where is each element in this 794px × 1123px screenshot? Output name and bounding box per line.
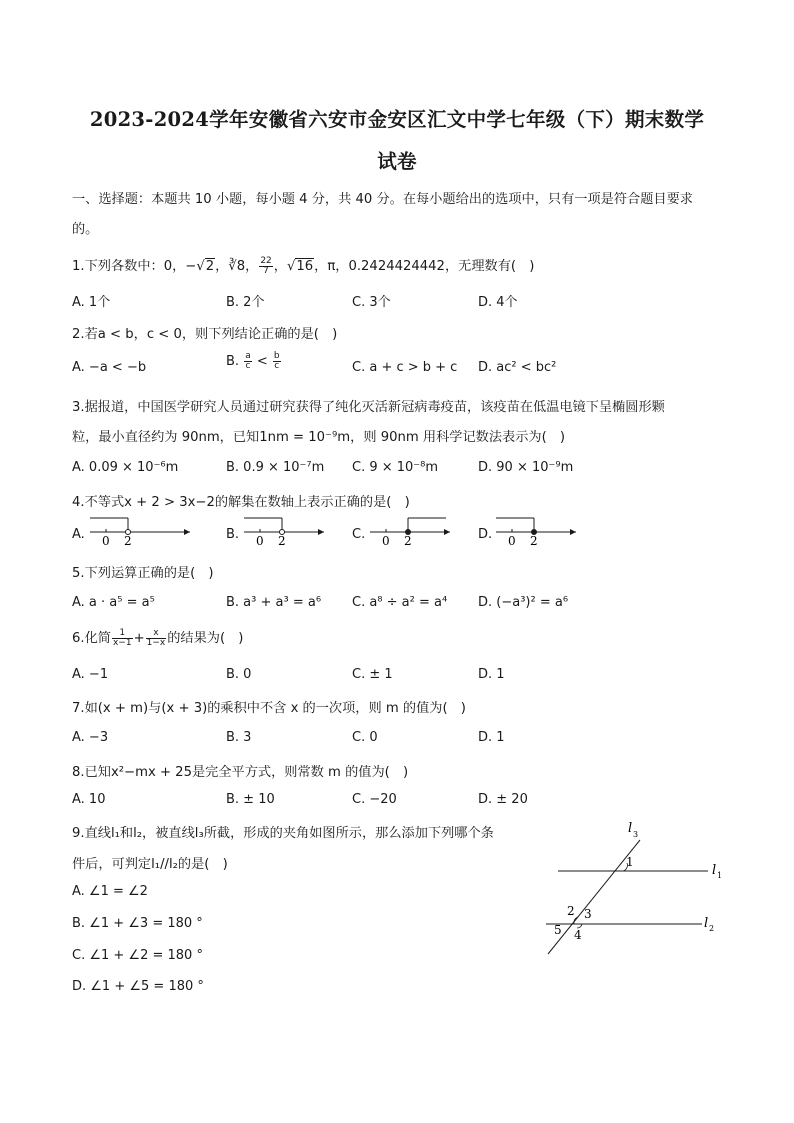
q1-option-d: D. 4个 [478, 295, 518, 310]
q8-option-a: A. 10 [72, 792, 106, 807]
question-9-line2: 件后，可判定l₁//l₂的是( ) [72, 857, 228, 872]
q9-option-d: D. ∠1 + ∠5 = 180 ° [72, 979, 204, 994]
q9-option-a: A. ∠1 = ∠2 [72, 884, 148, 899]
q7-option-d: D. 1 [478, 730, 505, 745]
svg-text:2: 2 [567, 904, 575, 918]
q3-option-a: A. 0.09 × 10⁻⁶m [72, 460, 179, 475]
q7-option-a: A. −3 [72, 730, 109, 745]
q9-option-c: C. ∠1 + ∠2 = 180 ° [72, 948, 203, 963]
q8-option-b: B. ± 10 [226, 792, 275, 807]
q2-option-b: B. $\frac{a}{c}$ < $\frac{b}{c}$ [226, 351, 280, 371]
q3-option-d: D. 90 × 10⁻⁹m [478, 460, 574, 475]
question-7: 7.如(x + m)与(x + 3)的乘积中不含 x 的一次项，则 m 的值为( ) [72, 701, 466, 716]
q1-option-a: A. 1个 [72, 295, 111, 310]
q2-option-c: C. a + c > b + c [352, 360, 458, 375]
q4-option-b-label: B. [226, 527, 240, 542]
q1-option-c: C. 3个 [352, 295, 391, 310]
svg-text:0: 0 [102, 534, 110, 548]
svg-text:0: 0 [256, 534, 264, 548]
q6-option-d: D. 1 [478, 667, 505, 682]
question-3-line1: 3.据报道，中国医学研究人员通过研究获得了纯化灭活新冠病毒疫苗，该疫苗在低温电镜下呈椭圆形颗 [72, 400, 665, 415]
question-1: 1.下列各数中：0，−√2，∛8， $\frac{22}{7}$ ，√16，π，0.2424424442，无理数有( ) [72, 255, 535, 276]
exam-title-line2: 试卷 [377, 150, 417, 173]
svg-text:3: 3 [633, 830, 639, 839]
q4-number-line-a [86, 512, 196, 548]
svg-text:1: 1 [717, 871, 723, 880]
q5-option-b: B. a³ + a³ = a⁶ [226, 595, 322, 610]
fraction-22-7: $\frac{22}{7}$ [260, 255, 272, 276]
q3-option-c: C. 9 × 10⁻⁸m [352, 460, 439, 475]
svg-text:0: 0 [382, 534, 390, 548]
question-4: 4.不等式x + 2 > 3x−2的解集在数轴上表示正确的是( ) [72, 495, 410, 510]
svg-text:l: l [712, 863, 717, 878]
q5-option-d: D. (−a³)² = a⁶ [478, 595, 569, 610]
question-3-line2: 粒，最小直径约为 90nm，已知1nm = 10⁻⁹m，则 90nm 用科学记数法表示为( ) [72, 430, 566, 445]
question-6: 6.化简 $\frac{1}{x-1}$ + $\frac{x}{1-x}$ 的结果为( ) [72, 627, 244, 648]
question-9-line1: 9.直线l₁和l₂，被直线l₃所截，形成的夹角如图所示，那么添加下列哪个条 [72, 826, 494, 841]
q8-option-d: D. ± 20 [478, 792, 528, 807]
q4-number-line-d [492, 512, 582, 548]
q3-option-b: B. 0.9 × 10⁻⁷m [226, 460, 325, 475]
q2-option-a: A. −a < −b [72, 360, 147, 375]
q9-parallel-lines-figure [536, 818, 736, 963]
question-8: 8.已知x²−mx + 25是完全平方式，则常数 m 的值为( ) [72, 765, 409, 780]
q7-option-b: B. 3 [226, 730, 252, 745]
svg-text:l: l [704, 916, 709, 931]
exam-title-line1: 2023-2024学年安徽省六安市金安区汇文中学七年级（下）期末数学 [89, 108, 705, 131]
svg-text:3: 3 [584, 907, 592, 921]
svg-text:5: 5 [554, 923, 562, 937]
q2-option-d: D. ac² < bc² [478, 360, 557, 375]
q8-option-c: C. −20 [352, 792, 397, 807]
q5-option-c: C. a⁸ ÷ a² = a⁴ [352, 595, 448, 610]
svg-text:l: l [628, 821, 633, 836]
svg-text:2: 2 [404, 534, 412, 548]
section-instructions-line1: 一、选择题：本题共 10 小题，每小题 4 分，共 40 分。在每小题给出的选项中，只有一项是符合题目要求 [72, 192, 693, 207]
svg-text:2: 2 [124, 534, 132, 548]
q4-option-c-label: C. [352, 527, 366, 542]
q4-number-line-c [366, 512, 476, 548]
svg-text:2: 2 [709, 924, 715, 933]
q6-option-a: A. −1 [72, 667, 109, 682]
q4-option-d-label: D. [478, 527, 493, 542]
q5-option-a: A. a · a⁵ = a⁵ [72, 595, 155, 610]
svg-text:1: 1 [626, 855, 634, 869]
q4-number-line-b [240, 512, 350, 548]
q6-option-b: B. 0 [226, 667, 252, 682]
svg-text:2: 2 [530, 534, 538, 548]
question-2: 2.若a < b，c < 0，则下列结论正确的是( ) [72, 327, 338, 342]
q1-option-b: B. 2个 [226, 295, 265, 310]
q7-option-c: C. 0 [352, 730, 378, 745]
section-instructions-line2: 的。 [72, 222, 99, 237]
svg-text:4: 4 [574, 928, 582, 942]
question-5: 5.下列运算正确的是( ) [72, 566, 214, 581]
svg-text:2: 2 [278, 534, 286, 548]
svg-text:0: 0 [508, 534, 516, 548]
q9-option-b: B. ∠1 + ∠3 = 180 ° [72, 916, 203, 931]
q4-option-a-label: A. [72, 527, 85, 542]
q6-option-c: C. ± 1 [352, 667, 393, 682]
